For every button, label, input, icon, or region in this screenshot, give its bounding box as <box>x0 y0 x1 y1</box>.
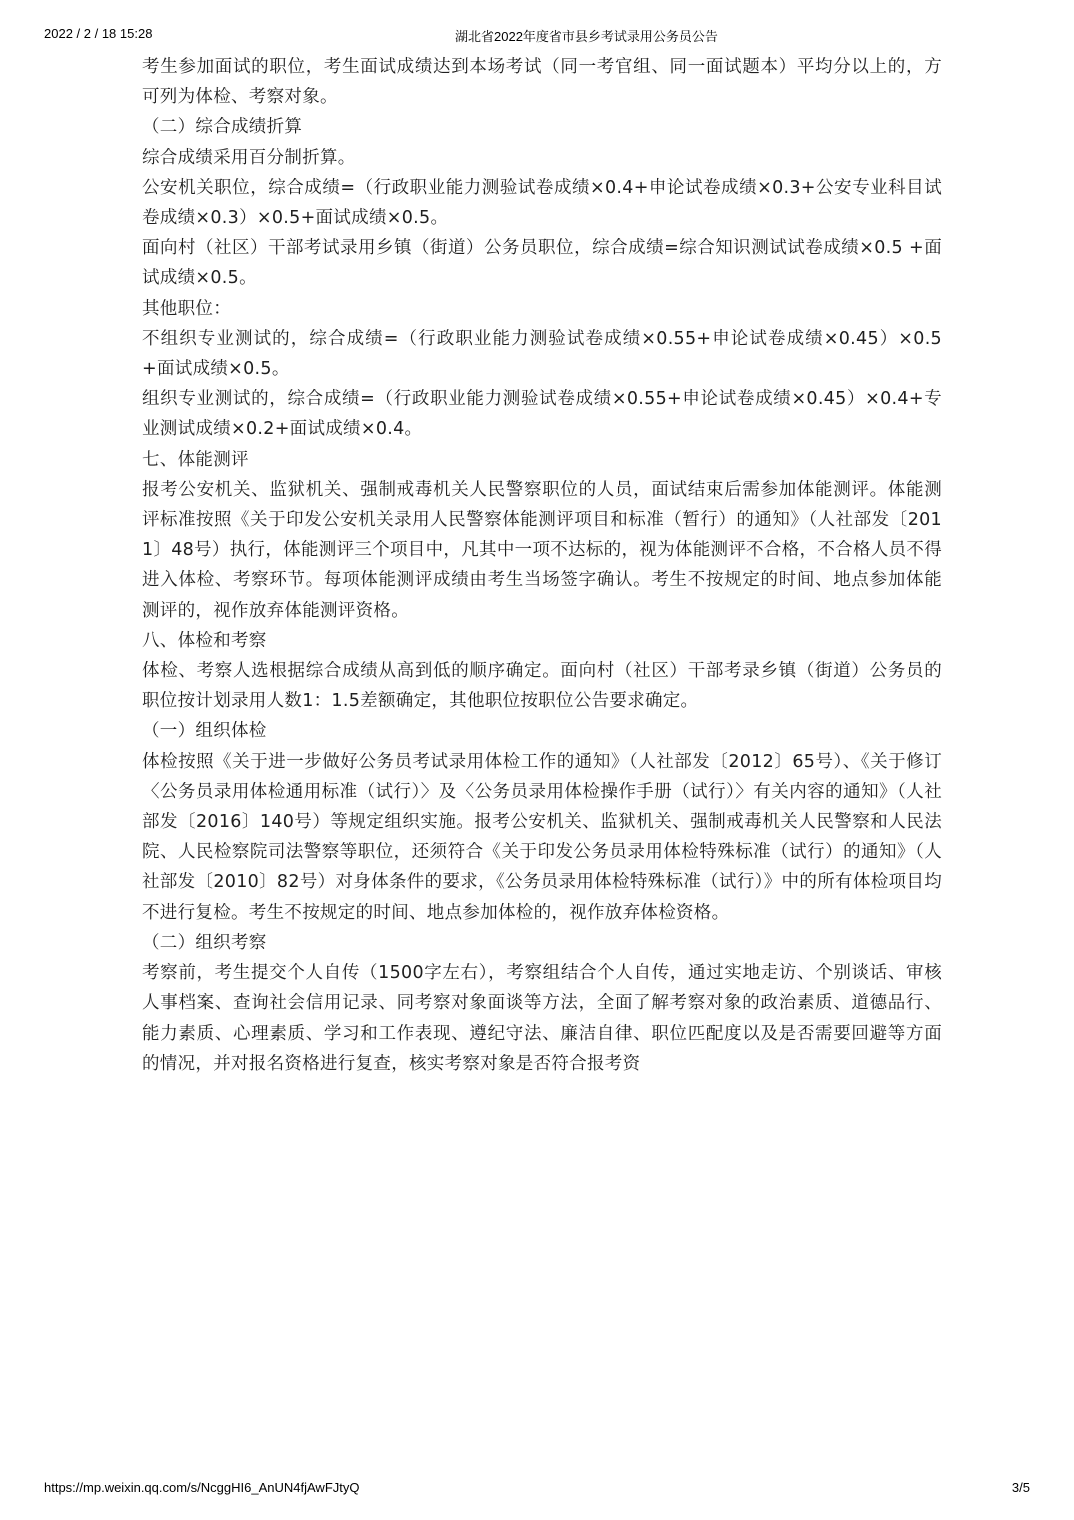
heading-physical-exam-and-inspection: 八、体检和考察 <box>142 630 267 651</box>
paragraph-village-cadre-formula: 面向村（社区）干部考试录用乡镇（街道）公务员职位，综合成绩=综合知识测试试卷成绩×0.5 +面试成绩×0.5。 <box>142 238 942 289</box>
heading-organize-physical-exam: （一）组织体检 <box>142 721 267 742</box>
heading-fitness-test: 七、体能测评 <box>142 449 249 470</box>
paragraph-no-professional-test-formula: 不组织专业测试的，综合成绩=（行政职业能力测验试卷成绩×0.55+申论试卷成绩×0.45）×0.5 +面试成绩×0.5。 <box>142 328 942 380</box>
print-header <box>0 26 1074 46</box>
paragraph-inspection: 考察前，考生提交个人自传（1500字左右），考察组结合个人自传，通过实地走访、个别谈话、审核人事档案、查询社会信用记录、同考察对象面谈等方法，全面了解考察对象的政治素质、道德品行、能力素质、心理素质、学习和工作表现、遵纪守法、廉洁自律、职位匹配度以及是否需要回避等方面的情况，并对报名资格进行复查，核实考察对象是否符合报考资 <box>142 963 942 1074</box>
paragraph-professional-test-formula: 组织专业测试的，综合成绩=（行政职业能力测验试卷成绩×0.55+申论试卷成绩×0.45）×0.4+专业测试成绩×0.2+面试成绩×0.4。 <box>142 389 942 440</box>
print-datetime: 2022 / 2 / 18 15:28 <box>44 26 153 41</box>
print-page-title: 湖北省2022年度省市县乡考试录用公务员公告 <box>455 29 718 44</box>
paragraph-candidate-selection: 体检、考察人选根据综合成绩从高到低的顺序确定。面向村（社区）干部考录乡镇（街道）公务员的职位按计划录用人数1：1.5差额确定，其他职位按职位公告要求确定。 <box>142 661 942 712</box>
paragraph-percentage-system: 综合成绩采用百分制折算。 <box>142 147 356 168</box>
heading-score-conversion: （二）综合成绩折算 <box>142 117 303 138</box>
paragraph-physical-exam: 体检按照《关于进一步做好公务员考试录用体检工作的通知》（人社部发〔2012〕65号）、《关于修订〈公务员录用体检通用标准（试行）〉及〈公务员录用体检操作手册（试行）〉有关内容的通知》（人社部发〔2016〕140号）等规定组织实施。报考公安机关、监狱机关、强制戒毒机关人民警察和人民法院、人民检察院司法警察等职位，还须符合《关于印发公务员录用体检特殊标准（试行）的通知》（人社部发〔2010〕82号）对身体条件的要求，《公务员录用体检特殊标准（试行）》中的所有体检项目均不进行复检。考生不按规定的时间、地点参加体检的，视作放弃体检资格。 <box>142 751 942 923</box>
heading-organize-inspection: （二）组织考察 <box>142 932 267 953</box>
paragraph-other-positions: 其他职位： <box>142 298 231 319</box>
print-footer <box>0 1480 1074 1500</box>
source-url: https://mp.weixin.qq.com/s/NcggHI6_AnUN4fjAwFJtyQ <box>44 1480 360 1495</box>
paragraph-fitness-test: 报考公安机关、监狱机关、强制戒毒机关人民警察职位的人员，面试结束后需参加体能测评。体能测评标准按照《关于印发公安机关录用人民警察体能测评项目和标准（暂行）的通知》（人社部发〔2011〕48号）执行，体能测评三个项目中，凡其中一项不达标的，视为体能测评不合格，不合格人员不得进入体检、考察环节。每项体能测评成绩由考生当场签字确认。考生不按规定的时间、地点参加体能测评的，视作放弃体能测评资格。 <box>142 479 942 621</box>
article-body <box>142 52 942 1079</box>
paragraph-interview-threshold: 考生参加面试的职位，考生面试成绩达到本场考试（同一考官组、同一面试题本）平均分以上的，方可列为体检、考察对象。 <box>142 57 942 108</box>
page-number: 3/5 <box>1011 1480 1030 1495</box>
paragraph-police-formula: 公安机关职位，综合成绩=（行政职业能力测验试卷成绩×0.4+申论试卷成绩×0.3+公安专业科目试卷成绩×0.3）×0.5+面试成绩×0.5。 <box>142 177 942 229</box>
